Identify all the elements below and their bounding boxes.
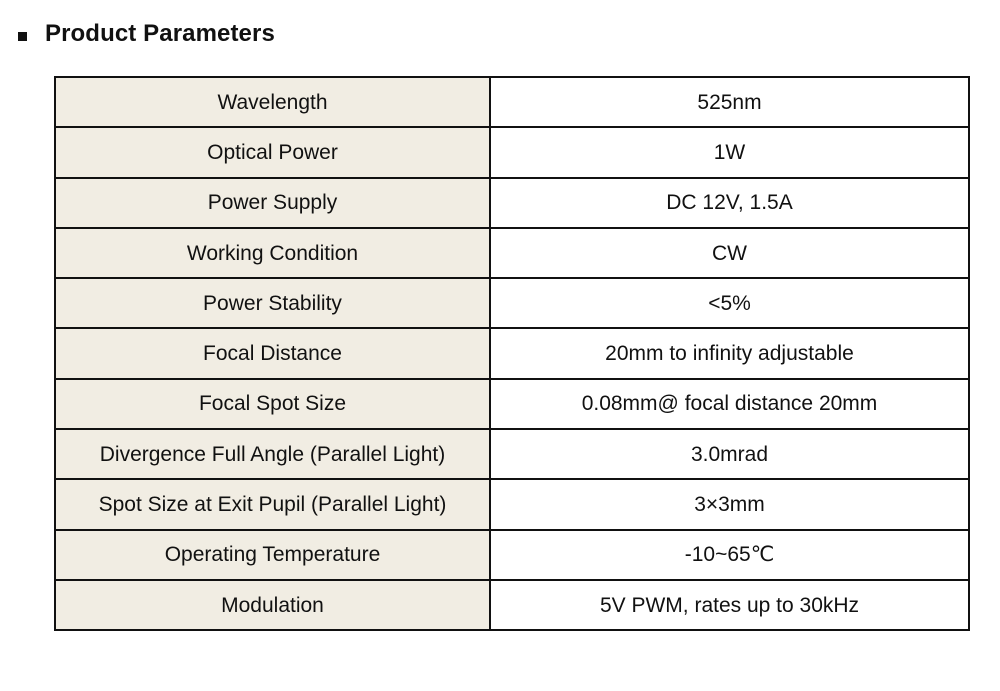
table-row <box>55 228 969 278</box>
table-row <box>55 429 969 479</box>
table-row <box>55 580 969 630</box>
section-heading <box>18 18 275 50</box>
table-row <box>55 479 969 529</box>
parameter-value: CW <box>490 228 969 278</box>
parameter-value: <5% <box>490 278 969 328</box>
square-bullet-icon <box>18 32 27 41</box>
parameter-label: Focal Distance <box>55 328 490 378</box>
parameter-value: -10~65℃ <box>490 530 969 580</box>
parameter-label: Power Stability <box>55 278 490 328</box>
parameter-label: Wavelength <box>55 77 490 127</box>
parameter-value: 5V PWM, rates up to 30kHz <box>490 580 969 630</box>
table-row <box>55 278 969 328</box>
parameter-label: Working Condition <box>55 228 490 278</box>
parameter-value: DC 12V, 1.5A <box>490 178 969 228</box>
parameter-label: Optical Power <box>55 127 490 177</box>
parameter-value: 3.0mrad <box>490 429 969 479</box>
parameter-label: Spot Size at Exit Pupil (Parallel Light) <box>55 479 490 529</box>
table-row <box>55 379 969 429</box>
table-row <box>55 530 969 580</box>
parameter-label: Focal Spot Size <box>55 379 490 429</box>
parameter-value: 20mm to infinity adjustable <box>490 328 969 378</box>
table-row <box>55 77 969 127</box>
parameter-label: Divergence Full Angle (Parallel Light) <box>55 429 490 479</box>
table-row <box>55 328 969 378</box>
parameter-value: 3×3mm <box>490 479 969 529</box>
parameter-label: Operating Temperature <box>55 530 490 580</box>
parameter-value: 525nm <box>490 77 969 127</box>
table-row <box>55 127 969 177</box>
parameter-label: Power Supply <box>55 178 490 228</box>
table-row <box>55 178 969 228</box>
parameter-label: Modulation <box>55 580 490 630</box>
product-parameters-table <box>54 76 970 631</box>
parameter-value: 1W <box>490 127 969 177</box>
parameter-value: 0.08mm@ focal distance 20mm <box>490 379 969 429</box>
section-title: Product Parameters <box>45 20 275 47</box>
